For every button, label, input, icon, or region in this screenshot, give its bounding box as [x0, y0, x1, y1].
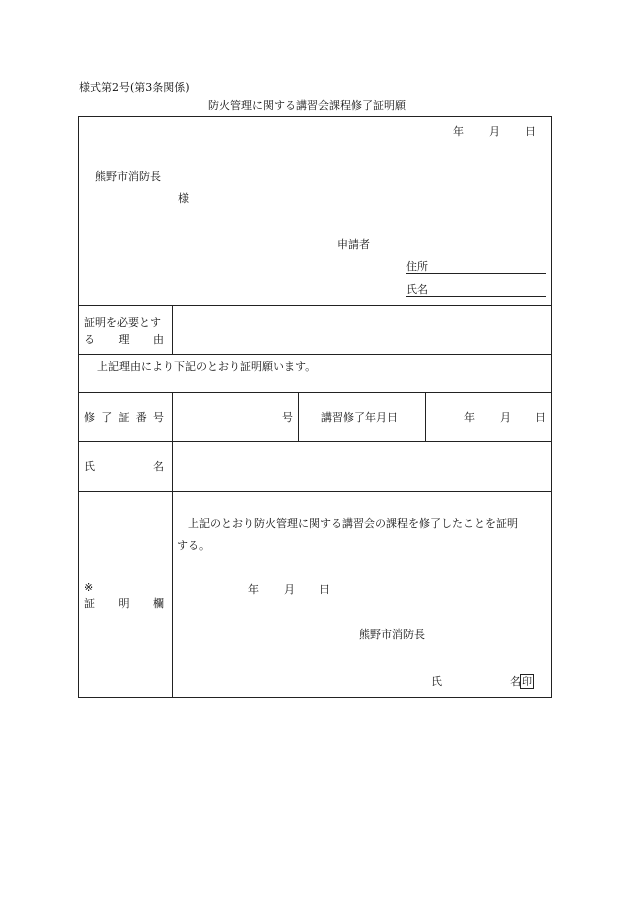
- proof-label-char: 明: [118, 597, 130, 610]
- applicant-label: 申請者: [337, 238, 370, 251]
- applicant-name-label: 氏名: [406, 283, 428, 296]
- full-name-label: [84, 461, 164, 472]
- proof-label: [84, 598, 164, 609]
- proof-month-label: 月: [284, 583, 295, 596]
- addressee-honorific: 様: [178, 192, 189, 205]
- certificate-number-label: [84, 412, 164, 423]
- form-title: 防火管理に関する講習会課程修了証明願: [208, 99, 406, 112]
- proof-label-char: 証: [84, 597, 95, 610]
- applicant-name-line[interactable]: [406, 296, 546, 297]
- reason-label-line1: 証明を必要とす: [84, 316, 161, 329]
- full-name-label-char: 氏: [84, 460, 95, 473]
- request-sentence: 上記理由により下記のとおり証明願います。: [97, 360, 317, 373]
- applicant-address-label: 住所: [406, 260, 428, 273]
- issuer-name-label-2: 名: [510, 675, 521, 688]
- application-year-label: 年: [453, 125, 464, 138]
- proof-statement-line1: 上記のとおり防火管理に関する講習会の課程を修了したことを証明: [188, 517, 518, 530]
- completion-month-label: 月: [500, 411, 511, 424]
- reason-label-char: る: [84, 333, 95, 346]
- application-month-label: 月: [489, 125, 500, 138]
- certificate-number-label-char: 了: [101, 411, 113, 424]
- full-name-label-char: 名: [153, 460, 164, 473]
- reason-label-char: 理: [118, 333, 130, 346]
- completion-year-label: 年: [464, 411, 475, 424]
- form-number: 様式第2号(第3条関係): [79, 81, 190, 94]
- proof-year-label: 年: [248, 583, 259, 596]
- applicant-address-line[interactable]: [406, 273, 546, 274]
- seal-icon: 印: [520, 674, 534, 689]
- proof-label-char: 欄: [153, 597, 164, 610]
- completion-date-label: 講習修了年月日: [321, 411, 398, 424]
- reason-label-line2: [84, 334, 164, 345]
- application-day-label: 日: [525, 125, 536, 138]
- certificate-number-suffix: 号: [282, 411, 293, 424]
- certificate-number-label-char: 番: [135, 411, 147, 424]
- issuer-title: 熊野市消防長: [359, 628, 425, 641]
- proof-statement-line2: する。: [177, 539, 210, 552]
- certificate-number-label-char: 号: [153, 411, 164, 424]
- issuer-name-label-1: 氏: [431, 675, 442, 688]
- certificate-number-label-char: 修: [84, 411, 95, 424]
- completion-day-label: 日: [535, 411, 546, 424]
- reason-label-char: 由: [153, 333, 164, 346]
- proof-day-label: 日: [319, 583, 330, 596]
- addressee: 熊野市消防長: [95, 170, 161, 183]
- office-use-mark: ※: [84, 581, 94, 594]
- certificate-number-label-char: 証: [118, 411, 130, 424]
